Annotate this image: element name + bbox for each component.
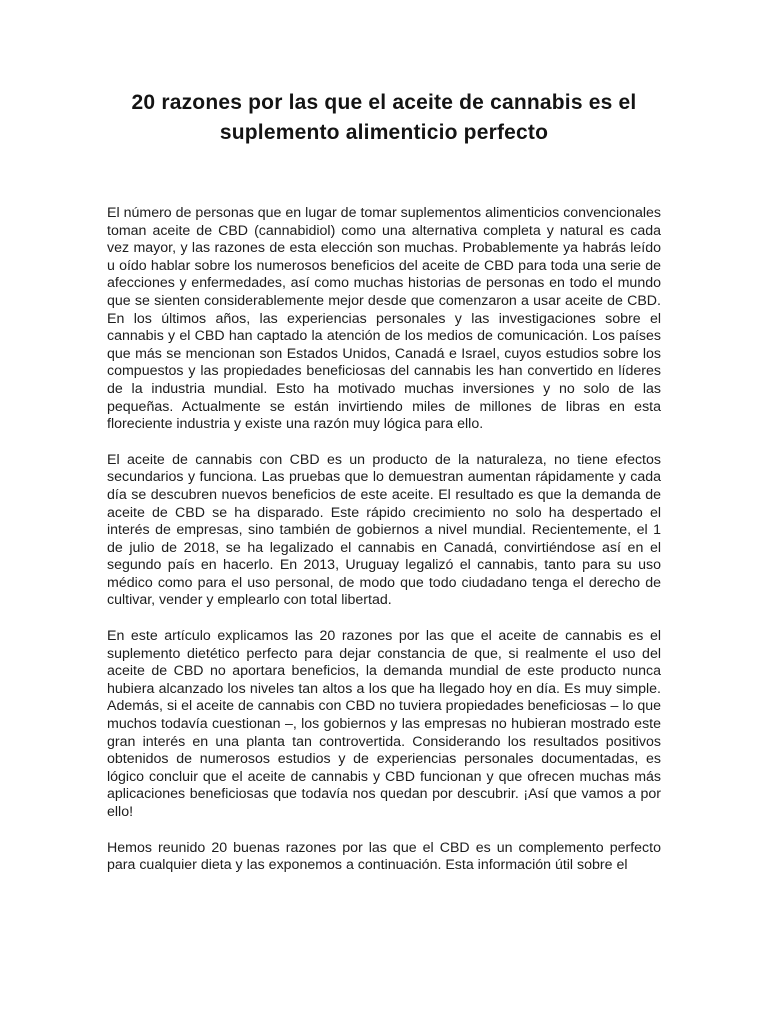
document-body bbox=[107, 205, 661, 875]
document-title: 20 razones por las que el aceite de cannabis es el suplemento alimenticio perfecto bbox=[131, 91, 637, 144]
paragraph-reasons-intro: Hemos reunido 20 buenas razones por las que el CBD es un complemento perfecto para cualquier dieta y las exponemos a continuación. Esta información útil sobre el bbox=[107, 839, 661, 874]
paragraph-article-purpose: En este artículo explicamos las 20 razones por las que el aceite de cannabis es el suplemento dietético perfecto para dejar constancia de que, si realmente el uso del aceite de CBD no aportara beneficios, la demanda mundial de este producto nunca hubiera alcanzado los niveles tan altos a los que ha llegado hoy en día. Es muy simple. Además, si el aceite de cannabis con CBD no tuviera propiedades beneficiosas – lo que muchos todavía cuestionan –, los gobiernos y las empresas no hubieran mostrado este gran interés en una planta tan controvertida. Considerando los resultados positivos obtenidos de numerosos estudios y de experiencias personales documentadas, es lógico concluir que el aceite de cannabis y CBD funcionan y que ofrecen muchas más aplicaciones beneficiosas que todavía nos quedan por descubrir. ¡Así que vamos a por ello! bbox=[107, 628, 661, 820]
paragraph-intro: El número de personas que en lugar de tomar suplementos alimenticios convencionales toman aceite de CBD (cannabidiol) como una alternativa completa y natural es cada vez mayor, y las razones de esta elección son muchas. Probablemente ya habrás leído u oído hablar sobre los numerosos beneficios del aceite de CBD para toda una serie de afecciones y enfermedades, así como muchas historias de personas en todo el mundo que se sienten considerablemente mejor desde que comenzaron a usar aceite de CBD. En los últimos años, las experiencias personales y las investigaciones sobre el cannabis y el CBD han captado la atención de los medios de comunicación. Los países que más se mencionan son Estados Unidos, Canadá e Israel, cuyos estudios sobre los compuestos y las propiedades beneficiosas del cannabis les han convertido en líderes de la industria mundial. Esto ha motivado muchas inversiones y no solo de las pequeñas. Actualmente se están invirtiendo miles de millones de libras en esta floreciente industria y existe una razón muy lógica para ello. bbox=[107, 205, 661, 433]
paragraph-natural-product: El aceite de cannabis con CBD es un producto de la naturaleza, no tiene efectos secundarios y funciona. Las pruebas que lo demuestran aumentan rápidamente y cada día se descubren nuevos beneficios de este aceite. El resultado es que la demanda de aceite de CBD se ha disparado. Este rápido crecimiento no solo ha despertado el interés de empresas, sino también de gobiernos a nivel mundial. Recientemente, el 1 de julio de 2018, se ha legalizado el cannabis en Canadá, convirtiéndose así en el segundo país en hacerlo. En 2013, Uruguay legalizó el cannabis, tanto para su uso médico como para el uso personal, de modo que todo ciudadano tenga el derecho de cultivar, vender y emplearlo con total libertad. bbox=[107, 451, 661, 609]
